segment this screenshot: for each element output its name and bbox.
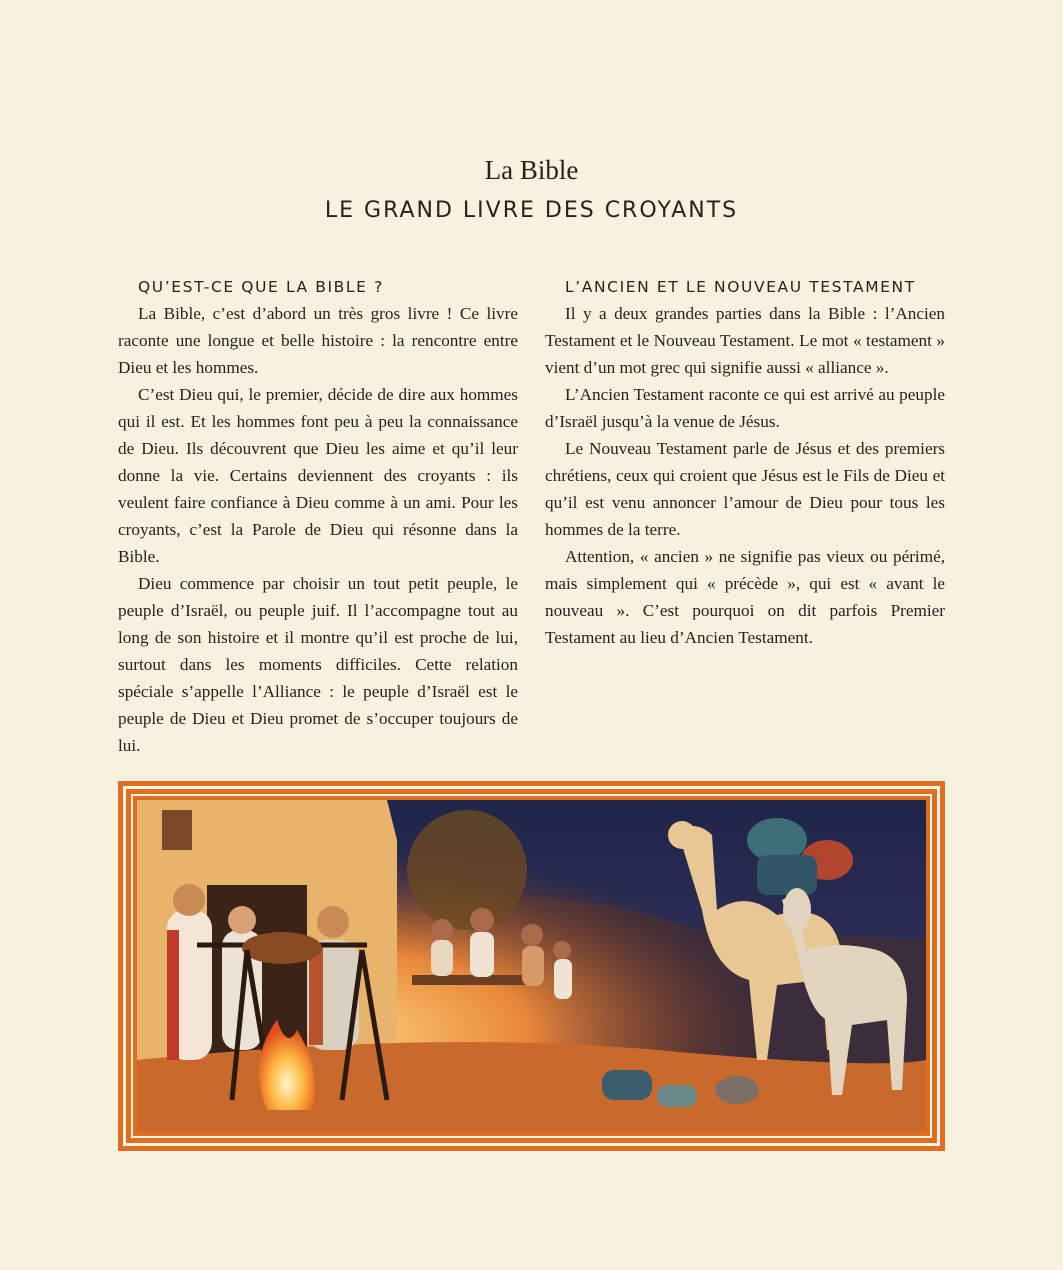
left-column — [118, 274, 518, 759]
right-paragraph-3: Le Nouveau Testament parle de Jésus et des premiers chrétiens, ceux qui croient que Jésus est le Fils de Dieu et qu’il est venu annoncer l’amour de Dieu pour tous les hommes de la terre. — [545, 439, 945, 539]
left-column-heading: QU’EST-CE QUE LA BIBLE ? — [138, 278, 384, 296]
roast — [242, 932, 322, 964]
house-window — [162, 810, 192, 850]
right-paragraph-1: Il y a deux grandes parties dans la Bible : l’Ancien Testament et le Nouveau Testament. Le mot « testament » vient d’un mot grec qui signifie aussi « alliance ». — [545, 304, 945, 377]
page-subtitle: LE GRAND LIVRE DES CROYANTS — [324, 198, 739, 223]
right-paragraph-4: Attention, « ancien » ne signifie pas vieux ou périmé, mais simplement qui « précède », qui est « avant le nouveau ». C’est pourquoi on dit parfois Premier Testament au lieu d’Ancien Testament. — [545, 547, 945, 647]
right-column — [545, 274, 945, 651]
night-camp-scene — [137, 800, 926, 1132]
illustration-frame — [118, 781, 945, 1151]
illustration — [137, 800, 926, 1132]
left-paragraph-2: C’est Dieu qui, le premier, décide de dire aux hommes qui il est. Et les hommes font peu à peu la connaissance de Dieu. Ils découvrent que Dieu les aime et qu’il leur donne la vie. Certains deviennent des croyants : ils veulent faire confiance à Dieu comme à un ami. Pour les croyants, c’est la Parole de Dieu qui résonne dans la Bible. — [118, 385, 518, 566]
left-paragraph-1: La Bible, c’est d’abord un très gros livre ! Ce livre raconte une longue et belle histoire : la rencontre entre Dieu et les hommes. — [118, 304, 518, 377]
tree — [407, 810, 527, 930]
left-paragraph-3: Dieu commence par choisir un tout petit peuple, le peuple d’Israël, ou peuple juif. Il l’accompagne tout au long de son histoire et il montre qu’il est proche de lui, surtout dans les moments difficiles. Cette relation spéciale s’appelle l’Alliance : le peuple d’Israël est le peuple de Dieu et Dieu promet de s’occuper toujours de lui. — [118, 574, 518, 755]
page-header — [0, 152, 1063, 228]
table — [412, 975, 527, 985]
page-title: La Bible — [484, 155, 579, 185]
right-paragraph-2: L’Ancien Testament raconte ce qui est arrivé au peuple d’Israël jusqu’à la venue de Jésus. — [545, 385, 945, 431]
right-column-heading: L’ANCIEN ET LE NOUVEAU TESTAMENT — [565, 278, 916, 296]
